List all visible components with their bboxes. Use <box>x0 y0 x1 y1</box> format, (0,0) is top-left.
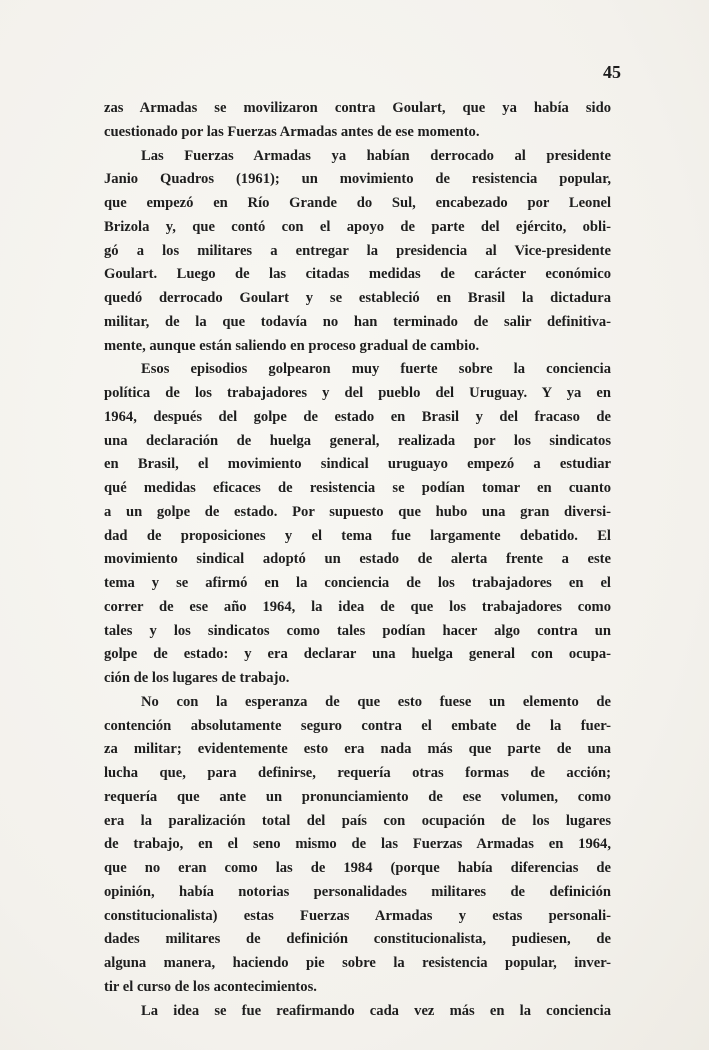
text-line: correr de ese año 1964, la idea de que los trabajadores como <box>104 598 611 615</box>
text-line: zas Armadas se movilizaron contra Goulart, que ya había sido <box>104 100 611 116</box>
text-line: dades militares de definición constitucionalista, pudiesen, de <box>104 931 611 948</box>
text-line: Janio Quadros (1961); un movimiento de resistencia popular, <box>104 171 611 188</box>
text-line: movimiento sindical adoptó un estado de alerta frente a este <box>104 551 611 568</box>
text-line: No con la esperanza de que esto fuese un elemento de <box>141 693 611 710</box>
text-line: constitucionalista) estas Fuerzas Armadas y estas personali- <box>104 907 611 924</box>
text-line: Las Fuerzas Armadas ya habían derrocado al presidente <box>141 147 611 164</box>
text-line: de trabajo, en el seno mismo de las Fuerzas Armadas en 1964, <box>104 836 611 853</box>
text-line: La idea se fue reafirmando cada vez más en la conciencia <box>141 1002 611 1019</box>
text-line: gó a los militares a entregar la presidencia al Vice-presidente <box>104 242 611 259</box>
text-line: ción de los lugares de trabajo. <box>104 670 290 686</box>
text-line: tales y los sindicatos como tales podían hacer algo contra un <box>104 622 611 639</box>
text-line: era la paralización total del país con ocupación de los lugares <box>104 812 611 829</box>
text-line: Goulart. Luego de las citadas medidas de carácter económico <box>104 266 611 283</box>
text-line: dad de proposiciones y el tema fue largamente debatido. El <box>104 527 611 544</box>
text-line: opinión, había notorias personalidades militares de definición <box>104 883 611 900</box>
text-line: política de los trabajadores y del pueblo del Uruguay. Y ya en <box>104 385 611 401</box>
text-line: tir el curso de los acontecimientos. <box>104 978 317 995</box>
text-line: golpe de estado: y era declarar una huelga general con ocupa- <box>104 646 611 663</box>
page-number: 45 <box>603 62 621 82</box>
text-line: militar, de la que todavía no han terminado de salir definitiva- <box>104 313 611 330</box>
text-line: tema y se afirmó en la conciencia de los trabajadores en el <box>104 575 611 591</box>
text-line: Brizola y, que contó con el apoyo de parte del ejército, obli- <box>104 218 611 235</box>
text-line: mente, aunque están saliendo en proceso gradual de cambio. <box>104 337 480 354</box>
text-line: alguna manera, haciendo pie sobre la resistencia popular, inver- <box>104 955 611 971</box>
text-line: contención absolutamente seguro contra el embate de la fuer- <box>104 717 611 734</box>
text-line: Esos episodios golpearon muy fuerte sobre la conciencia <box>141 361 611 378</box>
text-line: za militar; evidentemente esto era nada más que parte de una <box>104 741 611 758</box>
body-text <box>104 97 611 1023</box>
text-line: quedó derrocado Goulart y se estableció en Brasil la dictadura <box>104 290 611 306</box>
text-line: cuestionado por las Fuerzas Armadas antes de ese momento. <box>104 123 480 140</box>
text-line: que no eran como las de 1984 (porque había diferencias de <box>104 860 611 876</box>
text-line: que empezó en Río Grande do Sul, encabezado por Leonel <box>104 195 611 211</box>
text-line: lucha que, para definirse, requería otras formas de acción; <box>104 765 611 781</box>
text-line: una declaración de huelga general, realizada por los sindicatos <box>104 432 611 449</box>
text-line: a un golpe de estado. Por supuesto que hubo una gran diversi- <box>104 503 611 520</box>
text-line: en Brasil, el movimiento sindical uruguayo empezó a estudiar <box>104 456 611 473</box>
text-line: qué medidas eficaces de resistencia se podían tomar en cuanto <box>104 480 611 496</box>
text-line: requería que ante un pronunciamiento de ese volumen, como <box>104 788 611 805</box>
text-line: 1964, después del golpe de estado en Brasil y del fracaso de <box>104 408 611 425</box>
